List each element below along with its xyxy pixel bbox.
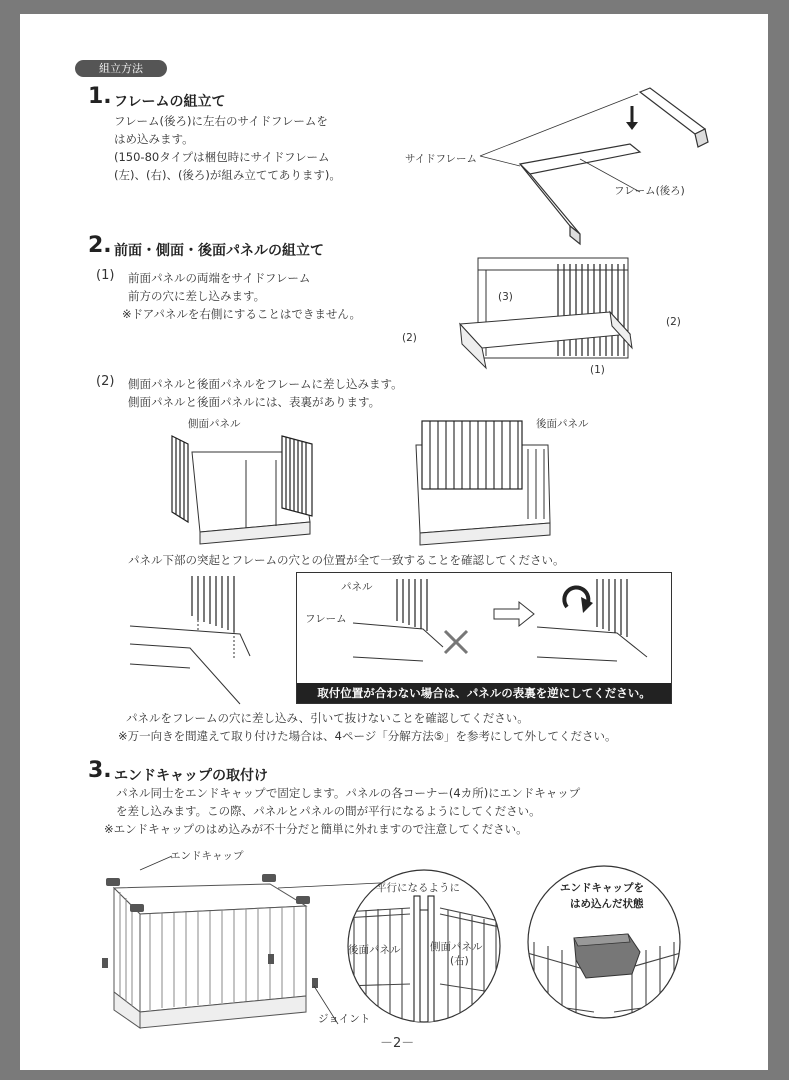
step-3-number: 3. [88, 758, 112, 783]
label-back-panel: 後面パネル [536, 418, 589, 430]
substep-2-number: (2) [96, 374, 115, 389]
after-note: ※万一向きを間違えて取り付けた場合は、4ページ「分解方法⑤」を参考にして外してください。 [118, 729, 617, 743]
page-number: －2－ [380, 1036, 415, 1051]
insertion-detail-illustration [130, 574, 250, 704]
step-1-text-line: はめ込みます。 [114, 132, 194, 146]
label-back-frame: フレーム(後ろ) [614, 185, 685, 197]
marker-2-left: (2) [402, 332, 417, 344]
step-3-note: ※エンドキャップのはめ込みが不十分だと簡単に外れますので注意してください。 [104, 822, 528, 836]
substep-1-number: (1) [96, 268, 115, 283]
label-back-panel-detail: 後面パネル [348, 944, 401, 956]
section-tag: 組立方法 [75, 60, 167, 77]
wrong-orientation-callout [296, 572, 672, 704]
step-1-title: フレームの組立て [114, 94, 226, 110]
label-panel: パネル [341, 581, 373, 593]
step-1-number: 1. [88, 84, 112, 109]
back-panel-illustration [412, 419, 562, 544]
arrow-right-icon [493, 601, 535, 627]
step-1-text-line: (左)、(右)、(後ろ)が組み立ててあります)。 [114, 168, 341, 182]
frame-assembly-illustration [460, 84, 730, 244]
label-side-panel-right-2: (右) [450, 955, 469, 967]
label-endcap-inserted-1: エンドキャップを [560, 882, 644, 894]
flipped-panel-illustration [537, 577, 657, 667]
step-2-number: 2. [88, 233, 112, 258]
step-1-text-line: フレーム(後ろ)に左右のサイドフレームを [114, 114, 328, 128]
side-panel-illustration [170, 422, 320, 547]
pen-with-endcaps-illustration [100, 862, 340, 1032]
cross-icon [443, 629, 469, 655]
label-parallel: 平行になるように [376, 882, 460, 894]
manual-page [20, 14, 768, 1070]
label-joint: ジョイント [318, 1013, 371, 1025]
marker-3: (3) [498, 291, 513, 303]
substep-1-text: 前方の穴に差し込みます。 [128, 289, 266, 303]
label-side-frame: サイドフレーム [405, 153, 478, 165]
substep-1-note: ※ドアパネルを右側にすることはできません。 [122, 307, 362, 321]
step-2-title: 前面・側面・後面パネルの組立て [114, 243, 324, 259]
check-instruction: パネル下部の突起とフレームの穴との位置が全て一致することを確認してください。 [128, 553, 565, 567]
label-endcap: エンドキャップ [170, 850, 244, 862]
callout-banner: 取付位置が合わない場合は、パネルの表裏を逆にしてください。 [297, 683, 671, 703]
substep-1-text: 前面パネルの両端をサイドフレーム [128, 271, 311, 285]
label-side-panel: 側面パネル [188, 418, 241, 430]
step-3-text: を差し込みます。この際、パネルとパネルの間が平行になるようにしてください。 [116, 804, 541, 818]
label-side-panel-right-1: 側面パネル [430, 941, 483, 953]
substep-2-text: 側面パネルと後面パネルには、表裏があります。 [128, 395, 381, 409]
after-instruction: パネルをフレームの穴に差し込み、引いて抜けないことを確認してください。 [126, 711, 529, 725]
label-endcap-inserted-2: はめ込んだ状態 [570, 898, 644, 910]
marker-2-right: (2) [666, 316, 681, 328]
front-panel-illustration [450, 252, 650, 372]
marker-1: (1) [590, 364, 605, 376]
step-3-text: パネル同士をエンドキャップで固定します。パネルの各コーナー(4カ所)にエンドキャップ [116, 786, 581, 800]
step-1-text-line: (150-80タイプは梱包時にサイドフレーム [114, 150, 330, 164]
step-3-title: エンドキャップの取付け [114, 768, 268, 784]
label-frame: フレーム [305, 613, 347, 625]
substep-2-text: 側面パネルと後面パネルをフレームに差し込みます。 [128, 377, 403, 391]
